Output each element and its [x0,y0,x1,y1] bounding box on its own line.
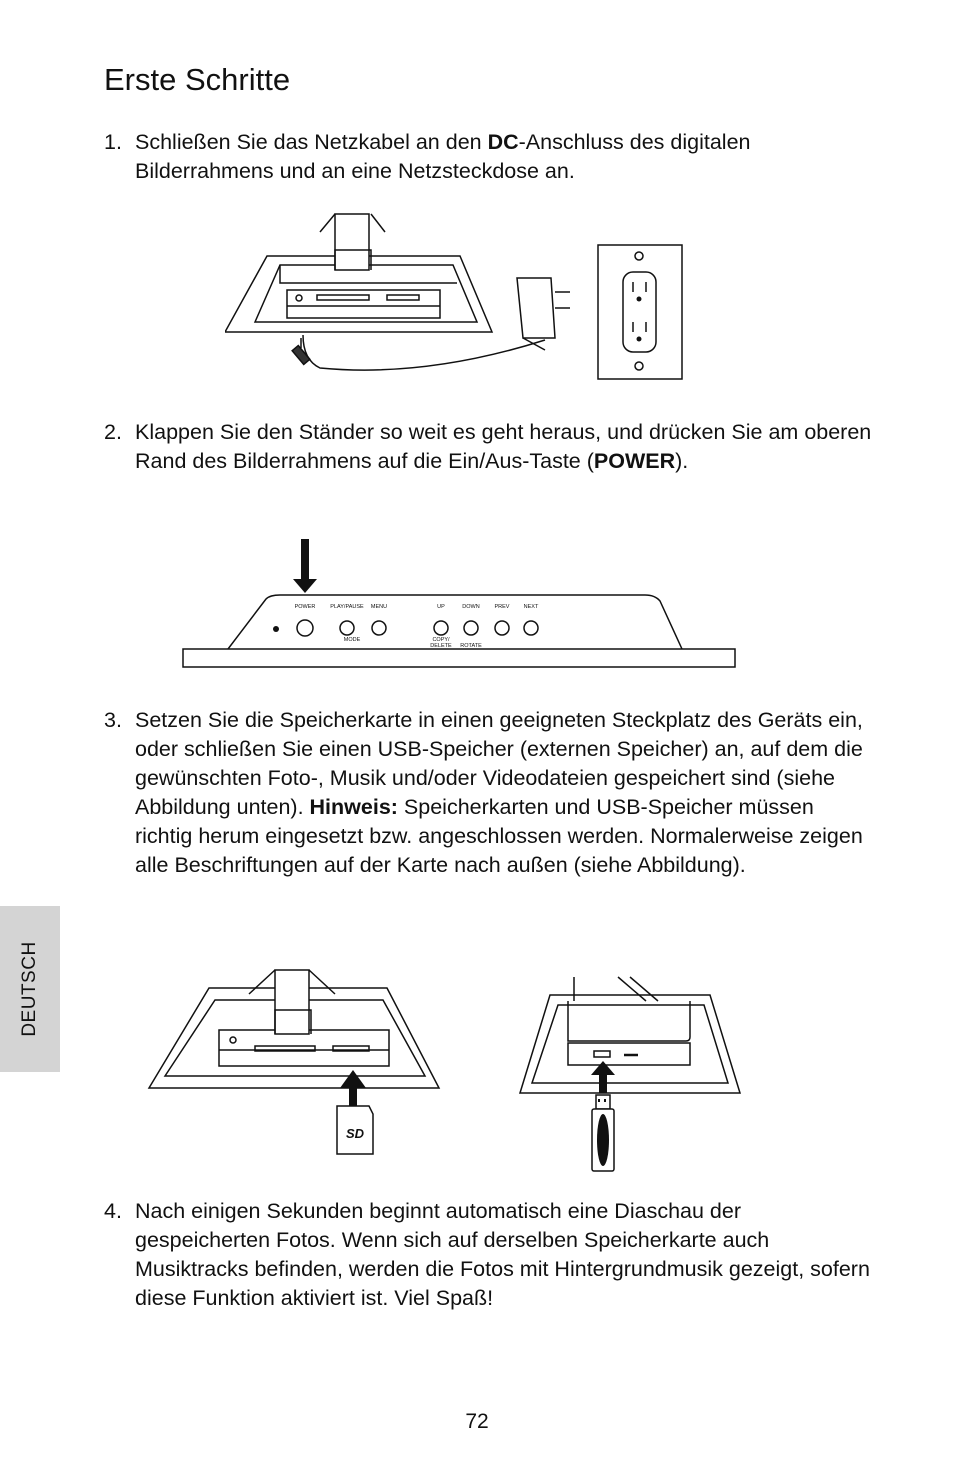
sd-card-logo: SD [345,1126,365,1141]
page-number: 72 [465,1410,489,1433]
prev-button-label: PREV [494,604,510,610]
language-tab-label: DEUTSCH [19,941,40,1037]
page-title: Erste Schritte [104,62,291,97]
usb-insertion-illustration [518,975,744,1175]
dc-label: DC [487,130,519,154]
rotate-label: ROTATE [460,643,482,649]
step-text: Klappen Sie den Ständer so weit es geht heraus, und drücken Sie am oberen Rand des Bilderrahmens auf die Ein/Aus-Taste ( [135,420,872,473]
step-text: Speicherkarten und USB-Speicher müssen richtig herum eingesetzt bzw. angeschlossen werden. Normalerweise zeigen alle Beschriftungen auf der Karte nach außen (siehe Abbildung). [135,795,863,877]
step-2 [104,418,879,476]
step-text: Schließen Sie das Netzkabel an den [135,130,488,154]
mode-label: MODE [343,637,361,643]
copy-label: COPY/ [432,637,450,643]
power-connection-illustration [225,210,685,382]
play-pause-button-label: PLAY/PAUSE [330,604,364,610]
step-text: -Anschluss des digitalen Bilderrahmens und an eine Netzsteckdose an. [135,130,751,183]
down-button-label: DOWN [462,604,480,610]
step-number: 4. [104,1199,122,1223]
power-label: POWER [593,449,676,473]
step-text: Nach einigen Sekunden beginnt automatisch eine Diaschau der gespeicherten Fotos. Wenn sich auf derselben Speicherkarte auch Musiktracks befinden, werden die Fotos mit Hintergrundmusik gezeigt, sofern diese Funktion aktiviert ist. Viel Spaß! [135,1199,870,1310]
step-number: 2. [104,420,122,444]
step-number: 3. [104,708,122,732]
up-button-label: UP [437,604,445,610]
menu-button-label: MENU [370,604,388,610]
step-3 [104,706,874,880]
power-button-label: POWER [294,604,316,610]
step-number: 1. [104,130,122,154]
button-panel-illustration [180,535,740,671]
step-1 [104,128,874,186]
press-arrow [293,539,317,593]
step-4 [104,1197,874,1313]
step-text: ). [675,449,689,473]
sd-card-insertion-illustration [147,968,447,1158]
step-text: Setzen Sie die Speicherkarte in einen geeigneten Steckplatz des Geräts ein, oder schließen Sie einen USB-Speicher (externen Speicher) an, auf dem die gewünschten Foto-, Musik und/oder Videodateien gespeichert sind (siehe Abbildung unten). [135,708,863,819]
delete-label: DELETE [430,643,452,649]
language-tab [0,906,60,1072]
hinweis-label: Hinweis: [309,795,398,819]
next-button-label: NEXT [523,604,539,610]
